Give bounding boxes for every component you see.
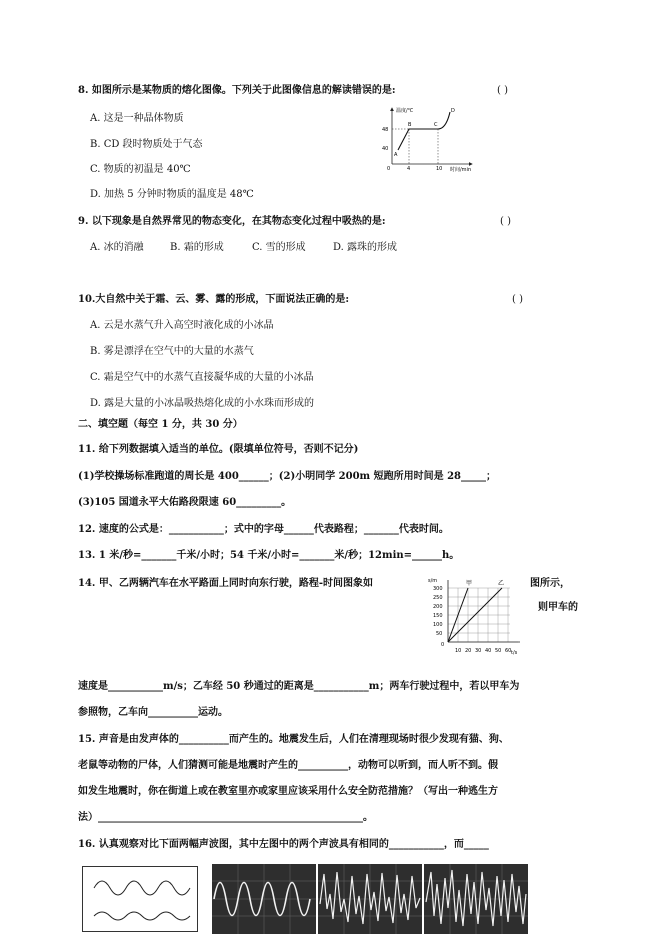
q8-graph-xtick-10: 10 <box>436 166 443 172</box>
q16-oscilloscope-figure-1 <box>212 864 316 934</box>
q8-melting-graph <box>372 104 487 176</box>
q9-answer-paren: ( ) <box>500 216 511 227</box>
q14-graph-xtick-10: 10 <box>455 648 462 654</box>
q10-stem: 10.大自然中关于霜、云、雾、露的形成，下面说法正确的是: <box>78 294 350 305</box>
q14-graph-xtick-20: 20 <box>465 648 472 654</box>
q8-stem: 8. 如图所示是某物质的熔化图像。下列关于此图像信息的解读错误的是: <box>78 85 396 96</box>
q14-graph-series-yi: 乙 <box>498 580 505 587</box>
q8-graph-point-c: C <box>434 122 438 128</box>
q9-option-c: C. 雪的形成 <box>252 242 306 253</box>
q16-oscilloscope-figure-2 <box>318 864 422 934</box>
q10-option-c: C. 霜是空气中的水蒸气直接凝华成的大量的小冰晶 <box>90 372 314 383</box>
q8-option-a: A. 这是一种晶体物质 <box>90 113 184 124</box>
q14-graph-series-jia: 甲 <box>466 580 473 587</box>
q10-option-a: A. 云是水蒸气升入高空时液化成的小冰晶 <box>90 320 274 331</box>
q14-graph-ytick-100: 100 <box>433 622 443 628</box>
q10-option-d: D. 露是大量的小冰晶吸热熔化成的小水珠而形成的 <box>90 398 315 409</box>
q14-graph-ytick-0: 0 <box>441 642 445 648</box>
q8-answer-paren: ( ) <box>497 85 508 96</box>
q11-stem: 11. 给下列数据填入适当的单位。(限填单位符号，否则不记分) <box>78 444 359 455</box>
q14-distance-time-graph <box>428 576 524 662</box>
q14-line-3: 参照物，乙车向__________运动。 <box>78 707 228 718</box>
q14-graph-ytick-300: 300 <box>433 586 443 592</box>
q14-graph-xtick-60: 60 <box>505 648 512 654</box>
q15-line-4: 法）_____________________________________________________。 <box>78 812 373 823</box>
q16-wave-figure-left <box>82 866 198 932</box>
q11-line-2: (3)105 国道永平大佑路段限速 60_________。 <box>78 497 292 508</box>
q15-line-3: 如发生地震时，你在街道上或在教室里亦或家里应该采用什么安全防范措施？（写出一种逃生方 <box>78 786 498 797</box>
q14-graph-ylabel: s/m <box>428 578 438 584</box>
q9-stem: 9. 以下现象是自然界常见的物态变化，在其物态变化过程中吸热的是: <box>78 216 386 227</box>
q9-option-a: A. 冰的消融 <box>90 242 144 253</box>
q8-option-c: C. 物质的初温是 40℃ <box>90 164 191 175</box>
q12-text: 12. 速度的公式是：___________；式中的字母______代表路程；_______代表时间。 <box>78 524 449 535</box>
q8-graph-ytick-40: 40 <box>382 146 389 152</box>
q10-option-b: B. 雾是漂浮在空气中的大量的水蒸气 <box>90 346 254 357</box>
q13-text: 13. 1 米/秒=_______千米/小时；54 千米/小时=_______米/秒；12min=______h。 <box>78 550 460 561</box>
q14-graph-ytick-250: 250 <box>433 595 443 601</box>
q8-graph-point-b: B <box>408 122 412 128</box>
q11-line-1: (1)学校操场标准跑道的周长是 400______；(2)小明同学 200m 短跑所用时间是 28_____； <box>78 471 497 482</box>
q15-line-2: 老鼠等动物的尸体，人们猜测可能是地震时产生的__________，动物可以听到，而人听不到。假 <box>78 760 498 771</box>
q9-option-b: B. 霜的形成 <box>170 242 224 253</box>
q8-graph-point-d: D <box>451 108 455 114</box>
q9-option-d: D. 露珠的形成 <box>333 242 398 253</box>
q8-graph-ylabel: 温度/℃ <box>396 108 414 114</box>
q16-text: 16. 认真观察对比下面两幅声波图，其中左图中的两个声波具有相同的___________，而_____ <box>78 839 489 850</box>
q14-graph-xtick-50: 50 <box>495 648 502 654</box>
q8-graph-xlabel: 时间/min <box>450 167 472 173</box>
q14-line-2: 速度是___________m/s；乙车经 50 秒通过的距离是___________m；两车行驶过程中，若以甲车为 <box>78 681 520 692</box>
q10-answer-paren: ( ) <box>512 294 523 305</box>
q14-graph-xtick-40: 40 <box>485 648 492 654</box>
q15-line-1: 15. 声音是由发声体的__________而产生的。地震发生后，人们在清理现场时很少发现有猫、狗、 <box>78 734 509 745</box>
section-fill-in-title: 二、填空题（每空 1 分，共 30 分） <box>78 419 243 430</box>
q8-graph-point-a: A <box>394 152 398 158</box>
q14-graph-ytick-50: 50 <box>436 631 443 637</box>
q14-right-1: 图所示， <box>530 578 570 589</box>
q14-graph-ytick-200: 200 <box>433 604 443 610</box>
q14-line-1: 14. 甲、乙两辆汽车在水平路面上同时向东行驶，路程-时间图象如 <box>78 578 374 589</box>
q8-graph-ytick-48: 48 <box>382 127 389 133</box>
q14-graph-xlabel: t/s <box>511 650 518 656</box>
q14-graph-ytick-150: 150 <box>433 613 443 619</box>
q14-graph-xtick-30: 30 <box>475 648 482 654</box>
q8-option-d: D. 加热 5 分钟时物质的温度是 48℃ <box>90 189 254 200</box>
q8-graph-xtick-0: 0 <box>387 166 391 172</box>
q16-oscilloscope-figure-3 <box>424 864 528 934</box>
q8-graph-xtick-4: 4 <box>407 166 411 172</box>
q8-option-b: B. CD 段时物质处于气态 <box>90 139 203 150</box>
q14-right-2: 则甲车的 <box>538 602 578 613</box>
